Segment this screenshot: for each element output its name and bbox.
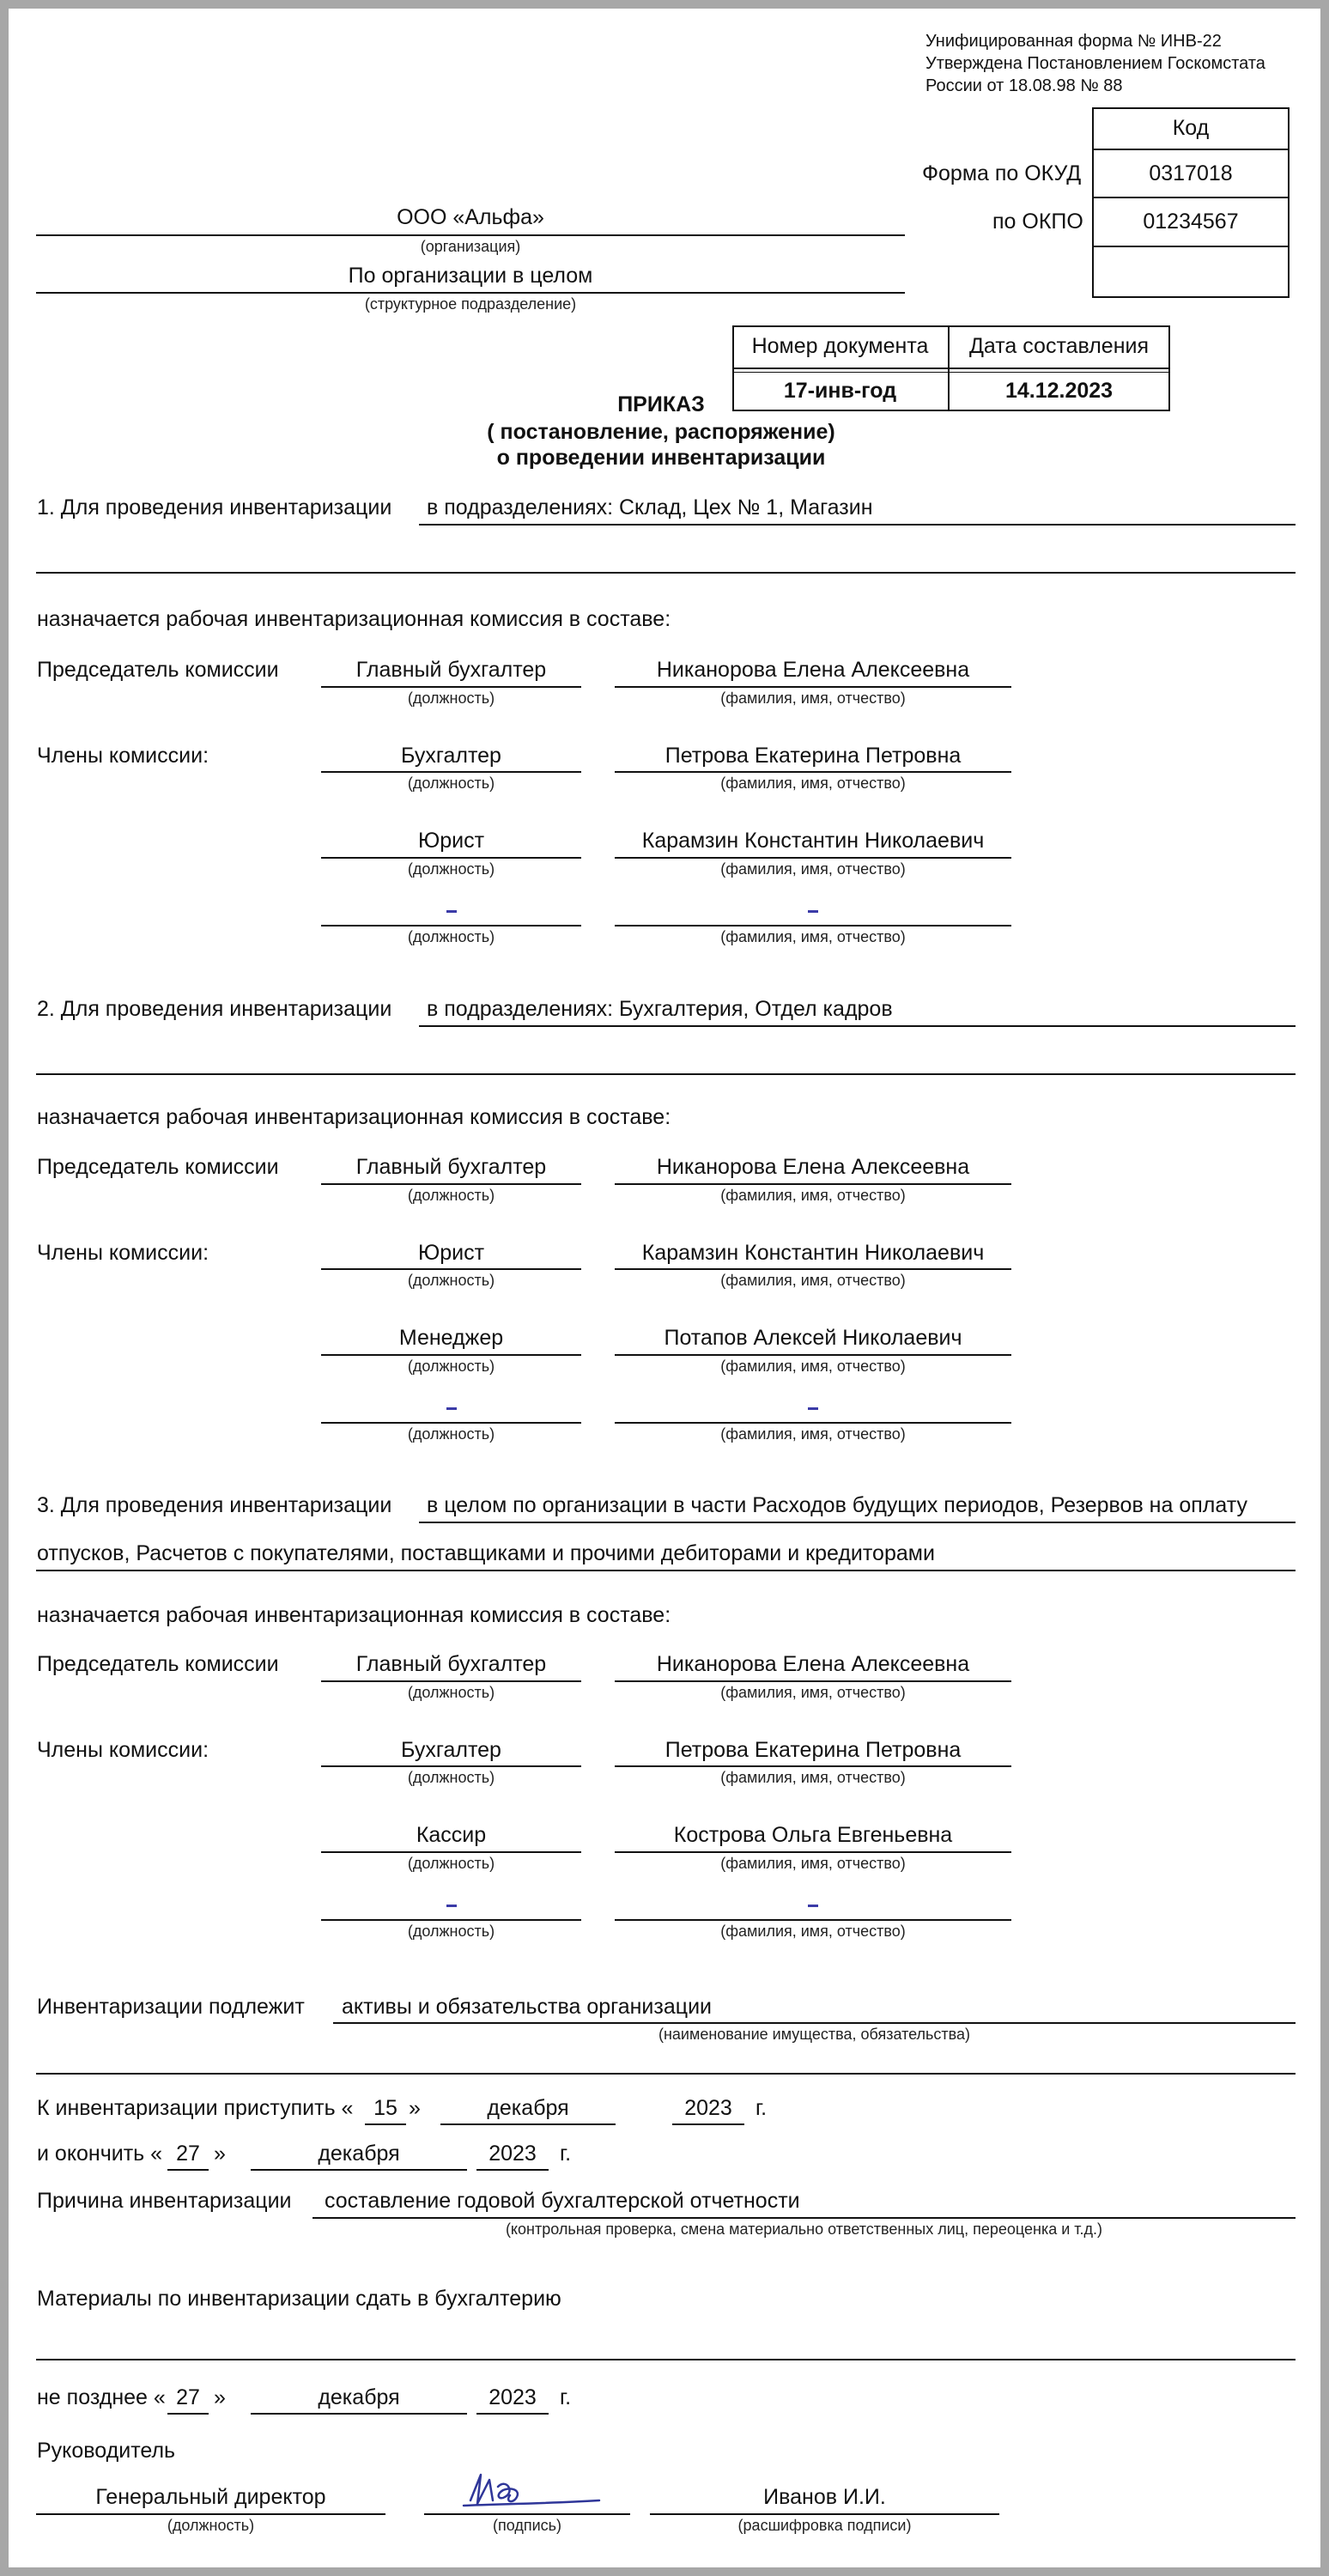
deadline-label: не позднее « bbox=[37, 2385, 166, 2409]
reason-label: Причина инвентаризации bbox=[37, 2189, 292, 2213]
organization-name: ООО «Альфа» bbox=[397, 205, 544, 229]
section-2-chair-name: Никанорова Елена Алексеевна bbox=[656, 1155, 970, 1179]
section-3-chair-name: Никанорова Елена Алексеевна bbox=[656, 1652, 970, 1676]
form-line-2: Утверждена Постановлением Госкомстата bbox=[925, 54, 1265, 73]
deadline-quote-close: » bbox=[214, 2385, 226, 2409]
doc-date: 14.12.2023 bbox=[1004, 379, 1114, 403]
section-1-intro: назначается рабочая инвентаризационная комиссия в составе: bbox=[37, 607, 671, 631]
empty-position-dash bbox=[446, 910, 457, 913]
okpo-value: 01234567 bbox=[1143, 210, 1239, 234]
section-2-label: 2. Для проведения инвентаризации bbox=[37, 997, 392, 1021]
head-name-caption: (расшифровка подписи) bbox=[737, 2517, 912, 2534]
form-line-3: России от 18.08.98 № 88 bbox=[925, 76, 1123, 95]
start-year: 2023 bbox=[684, 2096, 732, 2120]
section-2-members-label: Члены комиссии: bbox=[37, 1241, 209, 1265]
section-3-member-1-position: Бухгалтер bbox=[401, 1738, 501, 1762]
section-1-member-2-position: Юрист bbox=[417, 829, 485, 853]
fio-caption: (фамилия, имя, отчество) bbox=[720, 1684, 906, 1701]
section-1-members-label: Члены комиссии: bbox=[37, 744, 209, 768]
fio-caption: (фамилия, имя, отчество) bbox=[720, 1855, 906, 1872]
subdivision-name: По организации в целом bbox=[348, 264, 593, 288]
section-1-chair-label: Председатель комиссии bbox=[37, 658, 279, 682]
title-line-2: ( постановление, распоряжение) bbox=[487, 420, 835, 444]
signature-mark bbox=[455, 2466, 610, 2519]
fio-caption: (фамилия, имя, отчество) bbox=[720, 1272, 906, 1289]
position-caption: (должность) bbox=[407, 1769, 495, 1786]
fio-caption: (фамилия, имя, отчество) bbox=[720, 775, 906, 792]
organization-caption: (организация) bbox=[420, 238, 521, 255]
start-quote-close: » bbox=[409, 2096, 421, 2120]
doc-number: 17-инв-год bbox=[783, 379, 897, 403]
section-3-chair-position: Главный бухгалтер bbox=[355, 1652, 547, 1676]
doc-number-label: Номер документа bbox=[751, 334, 929, 358]
end-year: 2023 bbox=[489, 2142, 537, 2166]
section-3-chair-label: Председатель комиссии bbox=[37, 1652, 279, 1676]
position-caption: (должность) bbox=[407, 1923, 495, 1940]
deadline-month: декабря bbox=[318, 2385, 400, 2409]
position-caption: (должность) bbox=[407, 1855, 495, 1872]
subject-label: Инвентаризации подлежит bbox=[37, 1995, 305, 2019]
subject-value: активы и обязательства организации bbox=[342, 1995, 712, 2019]
section-3-text-1: в целом по организации в части Расходов будущих периодов, Резервов на оплату bbox=[427, 1493, 1247, 1517]
fio-caption: (фамилия, имя, отчество) bbox=[720, 860, 906, 878]
deadline-year: 2023 bbox=[489, 2385, 537, 2409]
end-label: и окончить « bbox=[37, 2142, 163, 2166]
section-1-chair-position: Главный бухгалтер bbox=[355, 658, 547, 682]
section-2-member-2-position: Менеджер bbox=[398, 1326, 504, 1350]
section-2-chair-position: Главный бухгалтер bbox=[355, 1155, 547, 1179]
end-day: 27 bbox=[176, 2142, 200, 2166]
fio-caption: (фамилия, имя, отчество) bbox=[720, 1769, 906, 1786]
deadline-day: 27 bbox=[176, 2385, 200, 2409]
section-3-members-label: Члены комиссии: bbox=[37, 1738, 209, 1762]
section-3-text-2: отпусков, Расчетов с покупателями, поставщиками и прочими дебиторами и кредиторами bbox=[37, 1541, 935, 1565]
position-caption: (должность) bbox=[407, 928, 495, 945]
subdivision-caption: (структурное подразделение) bbox=[364, 295, 577, 313]
section-2-member-1-name: Карамзин Константин Николаевич bbox=[641, 1241, 985, 1265]
head-label: Руководитель bbox=[37, 2439, 176, 2463]
head-position: Генеральный директор bbox=[95, 2485, 326, 2509]
section-2-member-1-position: Юрист bbox=[417, 1241, 485, 1265]
end-quote-close: » bbox=[214, 2142, 226, 2166]
form-line-1: Унифицированная форма № ИНВ-22 bbox=[925, 32, 1222, 51]
section-2-chair-label: Председатель комиссии bbox=[37, 1155, 279, 1179]
section-1-chair-name: Никанорова Елена Алексеевна bbox=[656, 658, 970, 682]
doc-date-label: Дата составления bbox=[968, 334, 1150, 358]
section-3-member-1-name: Петрова Екатерина Петровна bbox=[664, 1738, 962, 1762]
section-3-label: 3. Для проведения инвентаризации bbox=[37, 1493, 392, 1517]
code-header: Код bbox=[1172, 116, 1210, 140]
order-document bbox=[9, 9, 1320, 2567]
fio-caption: (фамилия, имя, отчество) bbox=[720, 690, 906, 707]
empty-position-dash bbox=[446, 1905, 457, 1907]
reason-caption: (контрольная проверка, смена материально ответственных лиц, переоценка и т.д.) bbox=[505, 2221, 1103, 2238]
okpo-label: по ОКПО bbox=[992, 210, 1083, 234]
title-line-1: ПРИКАЗ bbox=[617, 392, 705, 416]
section-3-intro: назначается рабочая инвентаризационная комиссия в составе: bbox=[37, 1603, 671, 1627]
section-2-intro: назначается рабочая инвентаризационная комиссия в составе: bbox=[37, 1105, 671, 1129]
position-caption: (должность) bbox=[407, 775, 495, 792]
section-1-text-1: в подразделениях: Склад, Цех № 1, Магазин bbox=[427, 495, 873, 519]
fio-caption: (фамилия, имя, отчество) bbox=[720, 928, 906, 945]
deadline-year-suffix: г. bbox=[560, 2385, 572, 2409]
materials-label: Материалы по инвентаризации сдать в бухгалтерию bbox=[37, 2287, 561, 2311]
position-caption: (должность) bbox=[407, 690, 495, 707]
okud-value: 0317018 bbox=[1149, 161, 1233, 185]
section-2-text-1: в подразделениях: Бухгалтерия, Отдел кадров bbox=[427, 997, 893, 1021]
okud-label: Форма по ОКУД bbox=[922, 161, 1082, 185]
fio-caption: (фамилия, имя, отчество) bbox=[720, 1187, 906, 1204]
start-day: 15 bbox=[373, 2096, 397, 2120]
start-label: К инвентаризации приступить « bbox=[37, 2096, 354, 2120]
fio-caption: (фамилия, имя, отчество) bbox=[720, 1923, 906, 1940]
start-year-suffix: г. bbox=[756, 2096, 768, 2120]
end-month: декабря bbox=[318, 2142, 400, 2166]
position-caption: (должность) bbox=[407, 1684, 495, 1701]
empty-name-dash bbox=[808, 910, 818, 913]
head-position-caption: (должность) bbox=[167, 2517, 255, 2534]
empty-position-dash bbox=[446, 1407, 457, 1410]
reason-value: составление годовой бухгалтерской отчетности bbox=[325, 2189, 800, 2213]
subject-caption: (наименование имущества, обязательства) bbox=[658, 2026, 971, 2043]
section-1-member-1-name: Петрова Екатерина Петровна bbox=[664, 744, 962, 768]
section-3-member-2-name: Кострова Ольга Евгеньевна bbox=[673, 1823, 953, 1847]
empty-name-dash bbox=[808, 1407, 818, 1410]
fio-caption: (фамилия, имя, отчество) bbox=[720, 1358, 906, 1375]
section-2-member-2-name: Потапов Алексей Николаевич bbox=[664, 1326, 962, 1350]
position-caption: (должность) bbox=[407, 1358, 495, 1375]
start-month: декабря bbox=[487, 2096, 569, 2120]
position-caption: (должность) bbox=[407, 860, 495, 878]
end-year-suffix: г. bbox=[560, 2142, 572, 2166]
section-1-member-2-name: Карамзин Константин Николаевич bbox=[641, 829, 985, 853]
fio-caption: (фамилия, имя, отчество) bbox=[720, 1425, 906, 1443]
section-1-label: 1. Для проведения инвентаризации bbox=[37, 495, 392, 519]
section-3-member-2-position: Кассир bbox=[416, 1823, 487, 1847]
signature-caption: (подпись) bbox=[492, 2517, 562, 2534]
head-name: Иванов И.И. bbox=[763, 2485, 886, 2509]
position-caption: (должность) bbox=[407, 1187, 495, 1204]
position-caption: (должность) bbox=[407, 1272, 495, 1289]
section-1-member-1-position: Бухгалтер bbox=[401, 744, 501, 768]
empty-name-dash bbox=[808, 1905, 818, 1907]
title-line-3: о проведении инвентаризации bbox=[496, 446, 826, 470]
position-caption: (должность) bbox=[407, 1425, 495, 1443]
